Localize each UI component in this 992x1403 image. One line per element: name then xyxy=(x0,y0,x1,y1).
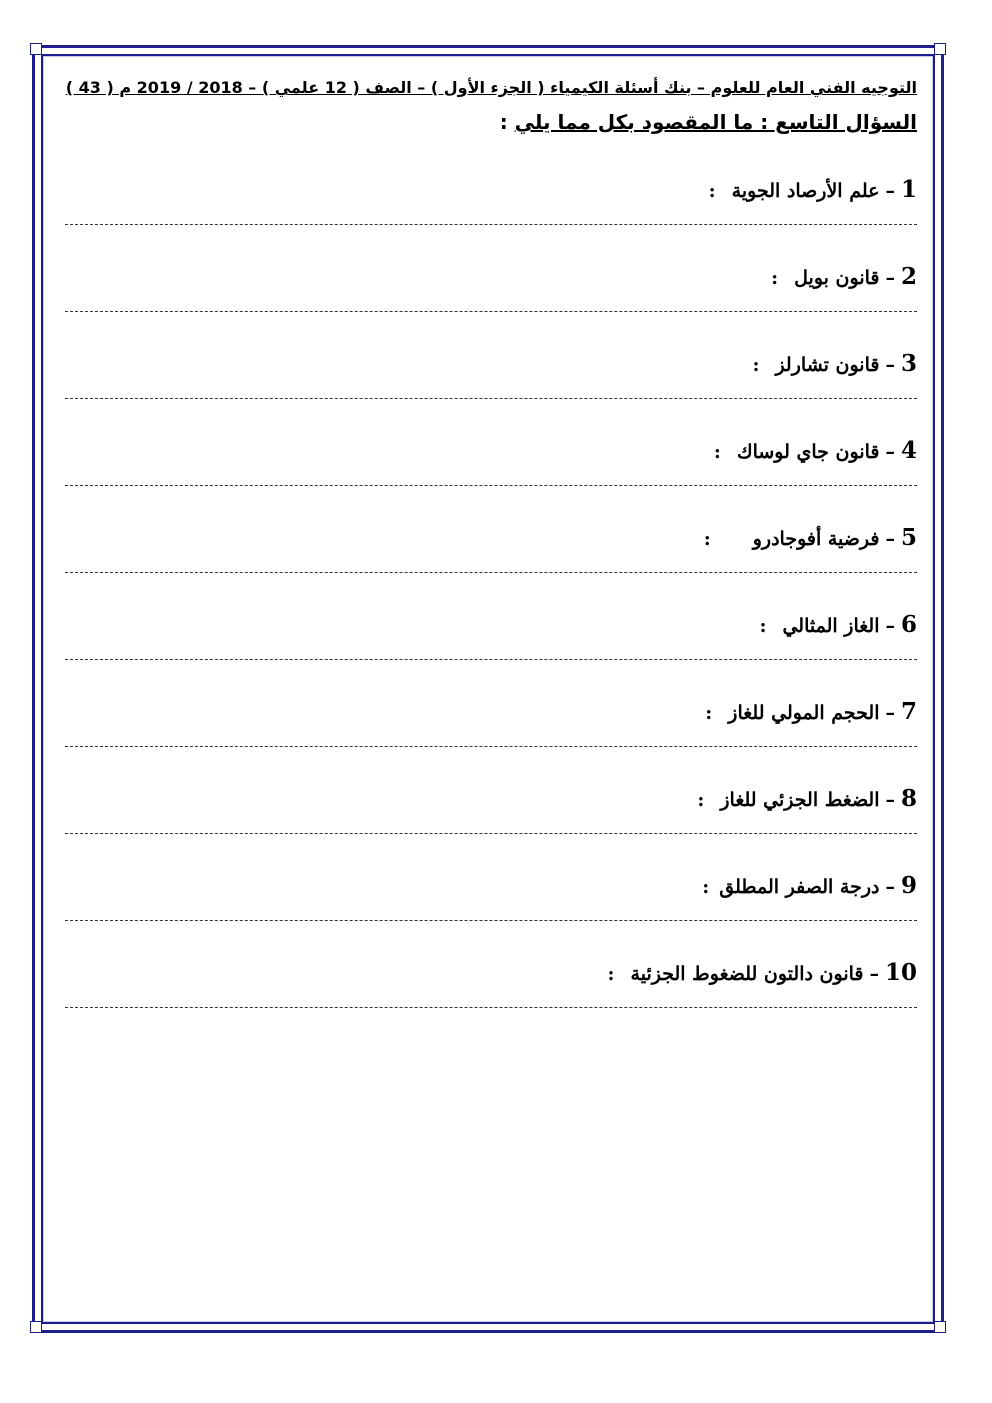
border-corner-top-right xyxy=(934,43,946,55)
question-label: علم الأرصاد الجوية xyxy=(731,180,880,202)
question-text xyxy=(752,350,917,377)
question-label: الضغط الجزئي للغاز xyxy=(720,789,880,811)
section-title xyxy=(65,110,917,146)
question-number: 2 xyxy=(900,263,917,290)
question-colon: : xyxy=(713,441,721,463)
question-number: 9 xyxy=(900,872,917,899)
border-corner-top-left xyxy=(30,43,42,55)
question-dash: – xyxy=(885,615,895,637)
question-dash: – xyxy=(885,702,895,724)
question-dash: – xyxy=(885,267,895,289)
answer-line[interactable] xyxy=(65,224,917,225)
question-dash: – xyxy=(869,963,879,985)
answer-line[interactable] xyxy=(65,920,917,921)
question-dash: – xyxy=(885,354,895,376)
question-list xyxy=(65,146,917,1016)
answer-line[interactable] xyxy=(65,398,917,399)
question-item xyxy=(65,233,917,320)
question-colon: : xyxy=(705,702,713,724)
question-number: 5 xyxy=(900,524,917,551)
question-item xyxy=(65,929,917,1016)
question-colon: : xyxy=(703,528,711,550)
question-colon: : xyxy=(759,615,767,637)
answer-line[interactable] xyxy=(65,833,917,834)
question-dash: – xyxy=(885,789,895,811)
question-item xyxy=(65,407,917,494)
question-number: 1 xyxy=(900,176,917,203)
question-number: 6 xyxy=(900,611,917,638)
question-item xyxy=(65,320,917,407)
answer-line[interactable] xyxy=(65,659,917,660)
question-label: قانون دالتون للضغوط الجزئية xyxy=(630,963,864,985)
question-colon: : xyxy=(607,963,615,985)
question-item xyxy=(65,842,917,929)
answer-line[interactable] xyxy=(65,572,917,573)
question-text xyxy=(709,176,917,203)
question-label: قانون بويل xyxy=(794,267,880,289)
question-number: 7 xyxy=(900,698,917,725)
question-colon: : xyxy=(771,267,779,289)
answer-line[interactable] xyxy=(65,485,917,486)
section-title-text: السؤال التاسع : ما المقصود بكل مما يلي xyxy=(514,110,917,134)
question-item xyxy=(65,668,917,755)
question-number: 8 xyxy=(900,785,917,812)
question-number: 10 xyxy=(884,959,917,986)
answer-line[interactable] xyxy=(65,311,917,312)
question-item xyxy=(65,494,917,581)
question-text xyxy=(759,611,917,638)
section-title-colon: : xyxy=(499,110,508,134)
answer-line[interactable] xyxy=(65,1007,917,1008)
question-colon: : xyxy=(708,180,716,202)
question-label: قانون تشارلز xyxy=(775,354,880,376)
question-number: 3 xyxy=(900,350,917,377)
question-text xyxy=(697,785,917,812)
document-header: التوجيه الفني العام للعلوم – بنك أسئلة الكيمياء ( الجزء الأول ) – الصف ( 12 علمي ) – 2018 / 2019 م ( 43 ) xyxy=(65,78,917,97)
question-label: الغاز المثالي xyxy=(782,615,880,637)
question-item xyxy=(65,755,917,842)
question-colon: : xyxy=(752,354,760,376)
question-label: درجة الصفر المطلق xyxy=(719,876,880,898)
question-text xyxy=(608,959,917,986)
question-colon: : xyxy=(697,789,705,811)
question-item xyxy=(65,581,917,668)
question-colon: : xyxy=(702,876,710,898)
answer-line[interactable] xyxy=(65,746,917,747)
border-corner-bottom-left xyxy=(30,1321,42,1333)
question-item xyxy=(65,146,917,233)
question-label: الحجم المولي للغاز xyxy=(728,702,880,724)
worksheet-content xyxy=(65,70,917,1016)
border-corner-bottom-right xyxy=(934,1321,946,1333)
question-label: قانون جاي لوساك xyxy=(736,441,880,463)
question-dash: – xyxy=(885,441,895,463)
question-text xyxy=(702,872,917,899)
question-label: فرضية أفوجادرو xyxy=(752,528,880,550)
question-number: 4 xyxy=(900,437,917,464)
question-text xyxy=(705,698,917,725)
question-dash: – xyxy=(885,528,895,550)
question-text xyxy=(704,524,917,551)
question-text xyxy=(771,263,917,290)
question-text xyxy=(714,437,917,464)
question-dash: – xyxy=(885,180,895,202)
question-dash: – xyxy=(885,876,895,898)
